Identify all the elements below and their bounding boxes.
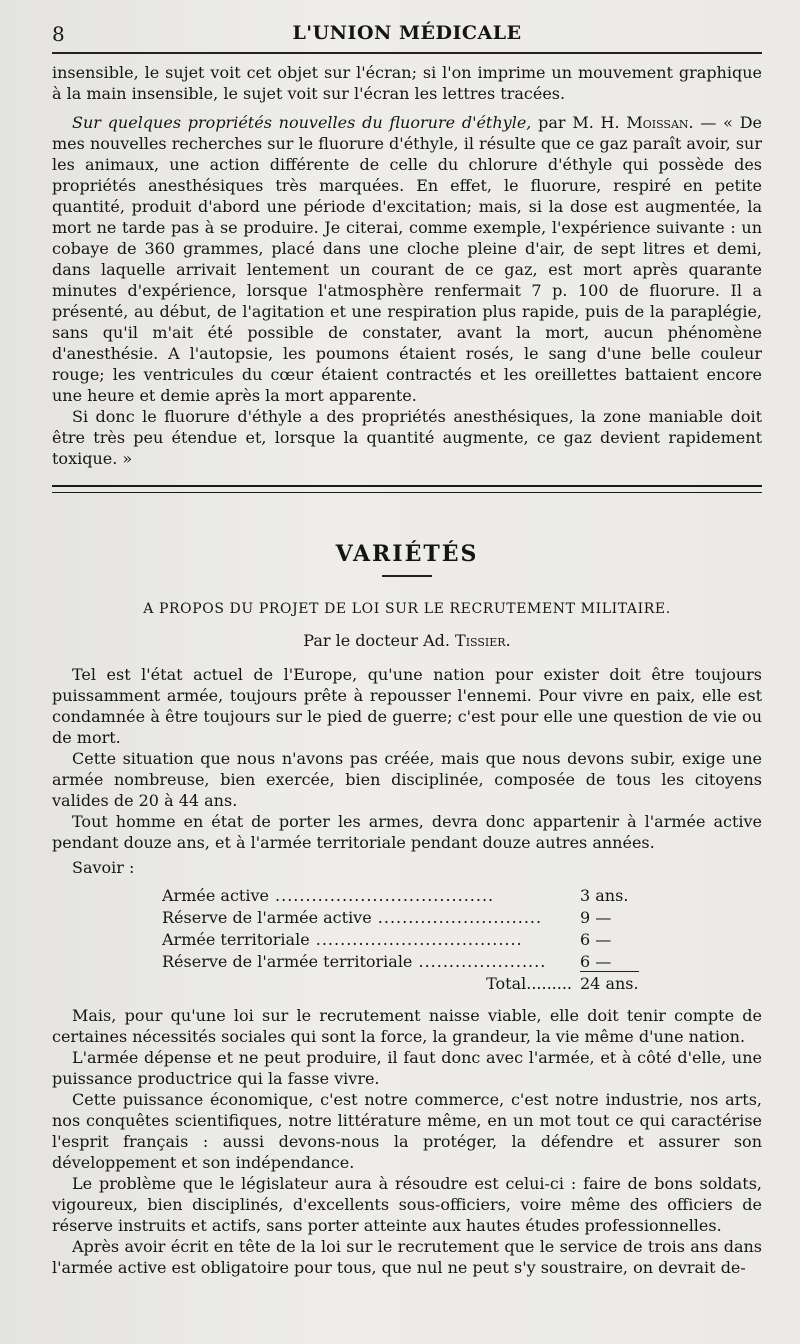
total-value: 24 ans. <box>580 971 639 993</box>
article-paragraph: Après avoir écrit en tête de la loi sur le recrutement que le service de trois ans dans l'armée active est obligatoire pour tous, que nul ne peut s'y soustraire, on devrait de- <box>52 1237 762 1277</box>
service-row <box>162 883 650 905</box>
article-paragraph: L'armée dépense et ne peut produire, il faut donc avec l'armée, et à côté d'elle, une puissance productrice qui la fasse vivre. <box>52 1048 762 1088</box>
byline-prefix: Par le docteur Ad. <box>303 631 456 650</box>
service-duration: 3 ans. <box>580 886 629 905</box>
byline-author: Tissier <box>455 631 506 650</box>
total-label: Total......... <box>486 974 572 993</box>
service-duration: 6 — <box>580 930 612 949</box>
leader-dots: ..................... <box>412 952 547 971</box>
continued-paragraph: insensible, le sujet voit cet objet sur l'écran; si l'on imprime un mouvement graphique à la main insensible, le sujet voit sur l'écran les lettres tracées. <box>52 63 762 103</box>
service-row <box>162 927 650 949</box>
article-body <box>52 664 762 1278</box>
title-rule <box>382 575 432 577</box>
moissan-text: . — « De mes nouvelles recherches sur le fluorure d'éthyle, il résulte que ce gaz paraît avoir, sur les animaux, une action différente de celle du chlorure d'éthyle qui possède des propriétés anesthésiques très marquées. En effet, le fluorure, respiré en petite quantité, produit d'abord une période d'excitation; mais, si la dose est augmentée, la mort ne tarde pas à se produire. Je citerai, comme exemple, l'expérience suivante : un cobaye de 360 grammes, placé dans une cloche pleine d'air, de sept litres et demi, dans laquelle arrivait lentement un courant de ce gaz, est mort après quarante minutes d'expérience, lorsque l'atmosphère renfermait 7 p. 100 de fluorure. Il a présenté, au début, de l'agitation et une respiration plus rapide, puis de la paraplégie, sans qu'il m'ait été possible de constater, avant la mort, aucun phénomène d'anesthésie. A l'autopsie, les poumons étaient rosés, le sang d'une belle couleur rouge; les ventricules du cœur étaient contractés et les oreillettes battaient encore une heure et demie après la mort apparente. <box>52 113 762 405</box>
service-label: Armée active <box>162 886 269 905</box>
article-paragraph: Cette puissance économique, c'est notre commerce, c'est notre industrie, nos arts, nos conquêtes scientifiques, notre littérature même, en un mot tout ce qui caractérise l'esprit français : aussi devons-nous la protéger, la défendre et assurer son développement et son indépendance. <box>52 1090 762 1172</box>
service-row <box>162 949 650 971</box>
article-paragraph: Tout homme en état de porter les armes, devra donc appartenir à l'armée active pendant douze ans, et à l'armée territoriale pendant douze autres années. <box>52 812 762 852</box>
section-divider <box>52 485 762 493</box>
moissan-conclusion: Si donc le fluorure d'éthyle a des propriétés anesthésiques, la zone maniable doit être très peu étendue et, lorsque la quantité augmente, ce gaz devient rapidement toxique. » <box>52 407 762 468</box>
article-paragraph: Tel est l'état actuel de l'Europe, qu'une nation pour exister doit être toujours puissamment armée, toujours prête à repousser l'ennemi. Pour vivre en paix, elle est condamnée à être toujours sur le pied de guerre; c'est pour elle une question de vie ou de mort. <box>52 665 762 747</box>
journal-title: L'UNION MÉDICALE <box>292 22 522 44</box>
article-paragraph: Mais, pour qu'une loi sur le recrutement naisse viable, elle doit tenir compte de certaines nécessités sociales qui sont la force, la grandeur, la vie même d'une nation. <box>52 1006 762 1046</box>
total-row <box>162 971 650 993</box>
running-head <box>52 18 762 46</box>
byline <box>52 631 762 650</box>
article-paragraph: Le problème que le législateur aura à résoudre est celui-ci : faire de bons soldats, vigoureux, bien disciplinés, d'excellents sous-officiers, voire même des officiers de réserve instruits et actifs, sans porter atteinte aux hautes études professionnelles. <box>52 1174 762 1235</box>
moissan-paragraph <box>52 112 762 406</box>
header-rule <box>52 52 762 54</box>
savoir-label: Savoir : <box>72 858 135 877</box>
service-label: Réserve de l'armée active <box>162 908 372 927</box>
service-label: Armée territoriale <box>162 930 310 949</box>
service-table <box>162 883 650 993</box>
article-paragraph: Cette situation que nous n'avons pas créée, mais que nous devons subir, exige une armée nombreuse, bien exercée, bien disciplinée, composée de tous les citoyens valides de 20 à 44 ans. <box>52 749 762 810</box>
byline-suffix: . <box>505 631 511 650</box>
page-number: 8 <box>52 22 65 46</box>
moissan-by: par M. H. <box>531 113 627 132</box>
service-label: Réserve de l'armée territoriale <box>162 952 413 971</box>
leader-dots: .................................... <box>268 886 495 905</box>
section-title: VARIÉTÉS <box>335 541 479 567</box>
article-title: A PROPOS DU PROJET DE LOI SUR LE RECRUTEMENT MILITAIRE. <box>143 601 671 617</box>
moissan-title: Sur quelques propriétés nouvelles du fluorure d'éthyle, <box>72 113 532 132</box>
moissan-author: Moissan <box>626 113 689 132</box>
leader-dots: .................................. <box>309 930 523 949</box>
service-duration: 6 — <box>580 952 612 971</box>
leader-dots: ........................... <box>371 908 543 927</box>
service-row <box>162 905 650 927</box>
service-duration: 9 — <box>580 908 612 927</box>
